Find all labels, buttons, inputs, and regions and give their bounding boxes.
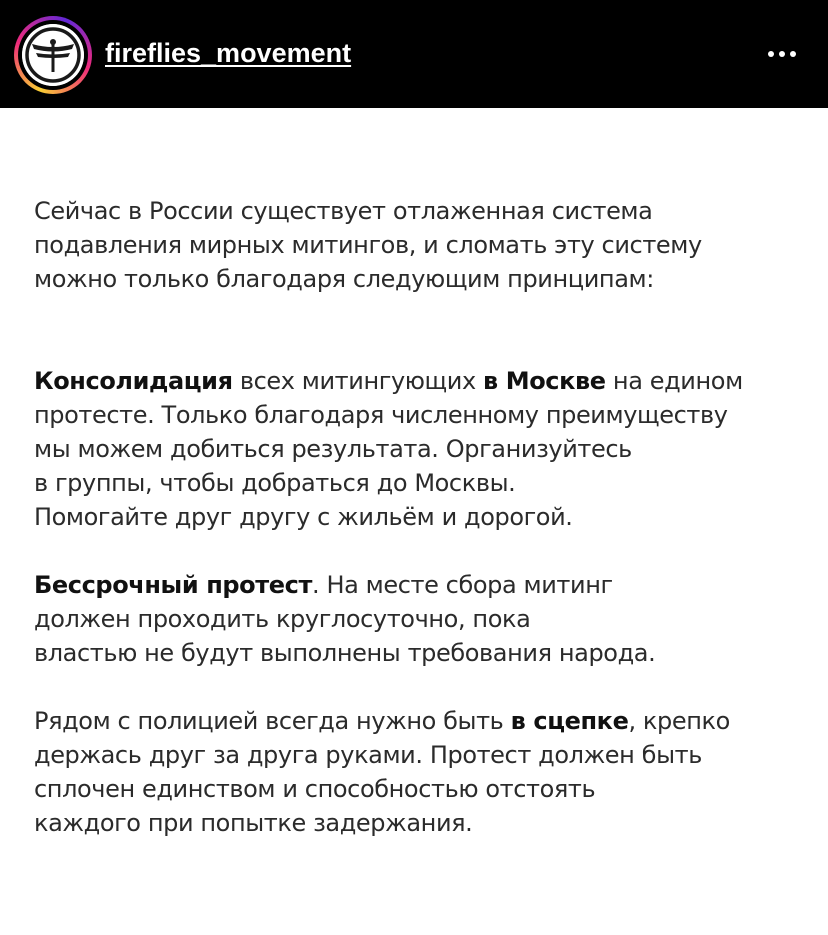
bold-in-moscow: в Москве: [482, 367, 606, 395]
post-header: [0, 0, 828, 108]
paragraph-chain: [34, 704, 804, 840]
more-dots-icon[interactable]: [764, 44, 800, 64]
chain-line-4: каждого при попытке задержания.: [34, 809, 473, 837]
chain-text-2: , крепко: [628, 707, 730, 735]
chain-line-1: [34, 704, 804, 738]
consolidation-line-3: мы можем добиться результата. Организуйтесь: [34, 435, 632, 463]
chain-line-3: сплочен единством и способностью отстоять: [34, 775, 596, 803]
bold-in-chain: в сцепке: [510, 707, 629, 735]
indefinite-line-3: властью не будут выполнены требования народа.: [34, 639, 656, 667]
indefinite-line-1: [34, 568, 804, 602]
consolidation-line-1: [34, 364, 804, 398]
avatar[interactable]: [14, 16, 92, 94]
consolidation-line-5: Помогайте друг другу с жильём и дорогой.: [34, 503, 573, 531]
intro-line-2: подавления мирных митингов, и сломать эту систему: [34, 231, 702, 259]
username-link[interactable]: fireflies_movement: [105, 38, 352, 68]
paragraph-consolidation: [34, 364, 804, 534]
chain-text-1: Рядом с полицией всегда нужно быть: [34, 707, 511, 735]
paragraph-indefinite: [34, 568, 804, 670]
indefinite-text: . На месте сбора митинг: [312, 571, 613, 599]
consolidation-text-2: на едином: [605, 367, 743, 395]
consolidation-line-2: протесте. Только благодаря численному преимуществу: [34, 401, 728, 429]
indefinite-line-2: должен проходить круглосуточно, пока: [34, 605, 531, 633]
intro-line-3: можно только благодаря следующим принципам:: [34, 265, 654, 293]
paragraph-intro: [34, 194, 804, 296]
chain-line-2: держась друг за друга руками. Протест должен быть: [34, 741, 702, 769]
firefly-logo-icon: [22, 24, 84, 86]
consolidation-text-1: всех митингующих: [232, 367, 483, 395]
bold-indefinite-protest: Бессрочный протест: [34, 571, 312, 599]
avatar-gap: [18, 20, 88, 90]
consolidation-line-4: в группы, чтобы добраться до Москвы.: [34, 469, 516, 497]
post-text: [34, 194, 804, 840]
intro-line-1: Сейчас в России существует отлаженная система: [34, 197, 653, 225]
bold-consolidation: Консолидация: [34, 367, 233, 395]
